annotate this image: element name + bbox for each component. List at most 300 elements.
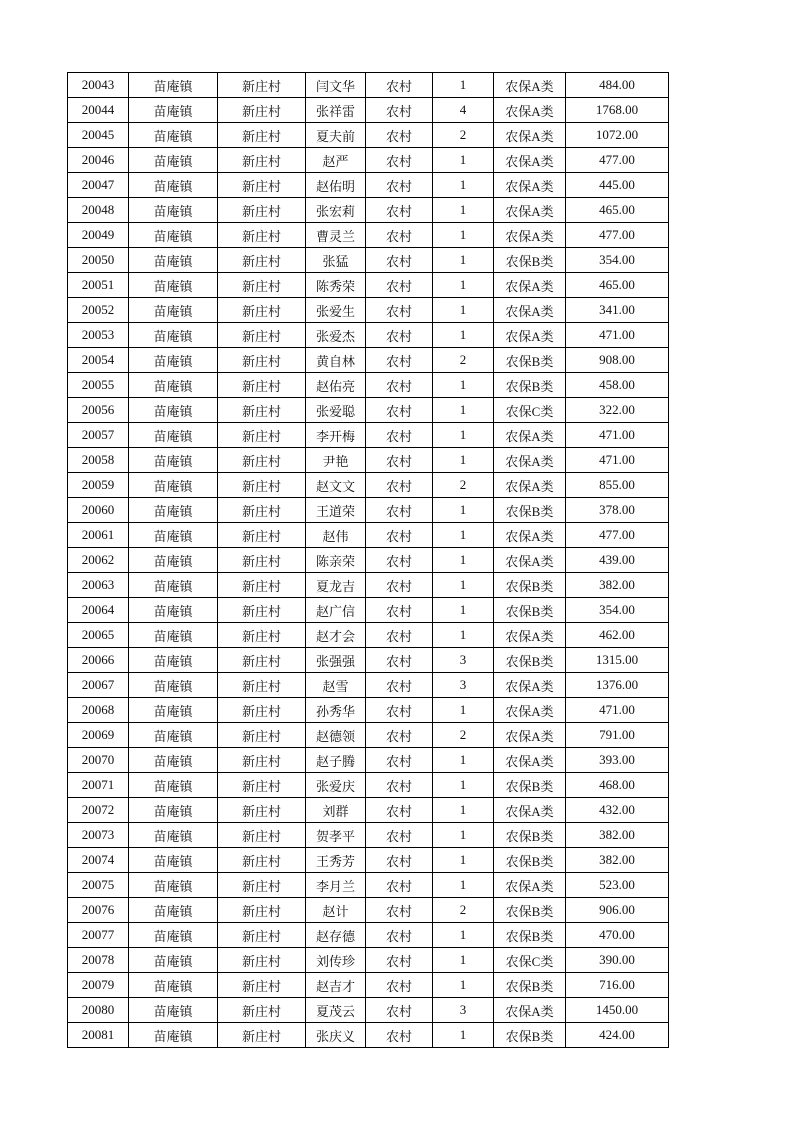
record-id-cell: 20072 — [68, 798, 129, 823]
record-id-cell: 20080 — [68, 998, 129, 1023]
table-row — [68, 98, 669, 123]
amount-cell: 855.00 — [566, 473, 669, 498]
record-id-cell: 20070 — [68, 748, 129, 773]
town-cell: 苗庵镇 — [129, 823, 218, 848]
table-row — [68, 673, 669, 698]
member-count-cell: 1 — [433, 923, 494, 948]
village-cell: 新庄村 — [218, 1023, 306, 1048]
town-cell: 苗庵镇 — [129, 873, 218, 898]
name-cell: 赵存德 — [306, 923, 366, 948]
village-cell: 新庄村 — [218, 498, 306, 523]
table-body — [68, 73, 669, 1048]
table-row — [68, 398, 669, 423]
insurance-category-cell: 农保A类 — [494, 798, 566, 823]
table-row — [68, 998, 669, 1023]
insurance-category-cell: 农保B类 — [494, 848, 566, 873]
household-type-cell: 农村 — [366, 798, 433, 823]
table-row — [68, 73, 669, 98]
member-count-cell: 3 — [433, 673, 494, 698]
record-id-cell: 20064 — [68, 598, 129, 623]
insurance-category-cell: 农保B类 — [494, 1023, 566, 1048]
member-count-cell: 1 — [433, 823, 494, 848]
member-count-cell: 1 — [433, 523, 494, 548]
insurance-category-cell: 农保A类 — [494, 673, 566, 698]
table-row — [68, 223, 669, 248]
table-row — [68, 648, 669, 673]
household-type-cell: 农村 — [366, 923, 433, 948]
record-id-cell: 20057 — [68, 423, 129, 448]
town-cell: 苗庵镇 — [129, 798, 218, 823]
insurance-category-cell: 农保B类 — [494, 973, 566, 998]
town-cell: 苗庵镇 — [129, 623, 218, 648]
village-cell: 新庄村 — [218, 123, 306, 148]
town-cell: 苗庵镇 — [129, 723, 218, 748]
table-row — [68, 823, 669, 848]
record-id-cell: 20061 — [68, 523, 129, 548]
village-cell: 新庄村 — [218, 948, 306, 973]
amount-cell: 382.00 — [566, 848, 669, 873]
table-row — [68, 923, 669, 948]
town-cell: 苗庵镇 — [129, 998, 218, 1023]
household-type-cell: 农村 — [366, 348, 433, 373]
household-type-cell: 农村 — [366, 73, 433, 98]
amount-cell: 1315.00 — [566, 648, 669, 673]
amount-cell: 471.00 — [566, 448, 669, 473]
village-cell: 新庄村 — [218, 573, 306, 598]
village-cell: 新庄村 — [218, 648, 306, 673]
table-row — [68, 473, 669, 498]
record-id-cell: 20053 — [68, 323, 129, 348]
town-cell: 苗庵镇 — [129, 273, 218, 298]
member-count-cell: 3 — [433, 648, 494, 673]
table-row — [68, 723, 669, 748]
household-type-cell: 农村 — [366, 623, 433, 648]
insurance-category-cell: 农保A类 — [494, 148, 566, 173]
amount-cell: 477.00 — [566, 523, 669, 548]
amount-cell: 354.00 — [566, 598, 669, 623]
insurance-category-cell: 农保A类 — [494, 448, 566, 473]
insurance-category-cell: 农保B类 — [494, 648, 566, 673]
table-row — [68, 348, 669, 373]
name-cell: 黄自林 — [306, 348, 366, 373]
member-count-cell: 1 — [433, 1023, 494, 1048]
name-cell: 张爱生 — [306, 298, 366, 323]
town-cell: 苗庵镇 — [129, 98, 218, 123]
amount-cell: 484.00 — [566, 73, 669, 98]
household-type-cell: 农村 — [366, 773, 433, 798]
village-cell: 新庄村 — [218, 873, 306, 898]
town-cell: 苗庵镇 — [129, 173, 218, 198]
name-cell: 赵文文 — [306, 473, 366, 498]
village-cell: 新庄村 — [218, 448, 306, 473]
member-count-cell: 1 — [433, 298, 494, 323]
household-type-cell: 农村 — [366, 198, 433, 223]
town-cell: 苗庵镇 — [129, 473, 218, 498]
name-cell: 赵吉才 — [306, 973, 366, 998]
insurance-category-cell: 农保A类 — [494, 173, 566, 198]
record-id-cell: 20046 — [68, 148, 129, 173]
household-type-cell: 农村 — [366, 573, 433, 598]
town-cell: 苗庵镇 — [129, 348, 218, 373]
amount-cell: 1450.00 — [566, 998, 669, 1023]
village-cell: 新庄村 — [218, 173, 306, 198]
town-cell: 苗庵镇 — [129, 448, 218, 473]
village-cell: 新庄村 — [218, 898, 306, 923]
insurance-category-cell: 农保A类 — [494, 998, 566, 1023]
amount-cell: 471.00 — [566, 323, 669, 348]
name-cell: 孙秀华 — [306, 698, 366, 723]
name-cell: 张祥雷 — [306, 98, 366, 123]
household-type-cell: 农村 — [366, 423, 433, 448]
insurance-category-cell: 农保A类 — [494, 223, 566, 248]
household-type-cell: 农村 — [366, 598, 433, 623]
member-count-cell: 1 — [433, 373, 494, 398]
member-count-cell: 2 — [433, 473, 494, 498]
record-id-cell: 20073 — [68, 823, 129, 848]
member-count-cell: 2 — [433, 123, 494, 148]
insurance-category-cell: 农保B类 — [494, 373, 566, 398]
village-cell: 新庄村 — [218, 773, 306, 798]
member-count-cell: 1 — [433, 623, 494, 648]
amount-cell: 523.00 — [566, 873, 669, 898]
record-id-cell: 20062 — [68, 548, 129, 573]
town-cell: 苗庵镇 — [129, 198, 218, 223]
insurance-category-cell: 农保B类 — [494, 348, 566, 373]
member-count-cell: 1 — [433, 548, 494, 573]
household-type-cell: 农村 — [366, 948, 433, 973]
village-cell: 新庄村 — [218, 723, 306, 748]
village-cell: 新庄村 — [218, 73, 306, 98]
name-cell: 王秀芳 — [306, 848, 366, 873]
name-cell: 刘传珍 — [306, 948, 366, 973]
member-count-cell: 2 — [433, 348, 494, 373]
household-type-cell: 农村 — [366, 898, 433, 923]
record-id-cell: 20050 — [68, 248, 129, 273]
name-cell: 王道荣 — [306, 498, 366, 523]
table-row — [68, 198, 669, 223]
record-id-cell: 20076 — [68, 898, 129, 923]
amount-cell: 462.00 — [566, 623, 669, 648]
insurance-category-cell: 农保A类 — [494, 723, 566, 748]
record-id-cell: 20077 — [68, 923, 129, 948]
record-id-cell: 20066 — [68, 648, 129, 673]
household-type-cell: 农村 — [366, 823, 433, 848]
town-cell: 苗庵镇 — [129, 598, 218, 623]
name-cell: 夏茂云 — [306, 998, 366, 1023]
record-id-cell: 20045 — [68, 123, 129, 148]
member-count-cell: 1 — [433, 223, 494, 248]
insurance-category-cell: 农保A类 — [494, 473, 566, 498]
village-cell: 新庄村 — [218, 748, 306, 773]
amount-cell: 424.00 — [566, 1023, 669, 1048]
town-cell: 苗庵镇 — [129, 123, 218, 148]
household-type-cell: 农村 — [366, 373, 433, 398]
table-row — [68, 948, 669, 973]
name-cell: 赵德领 — [306, 723, 366, 748]
amount-cell: 791.00 — [566, 723, 669, 748]
village-cell: 新庄村 — [218, 323, 306, 348]
name-cell: 曹灵兰 — [306, 223, 366, 248]
record-id-cell: 20047 — [68, 173, 129, 198]
amount-cell: 471.00 — [566, 423, 669, 448]
household-type-cell: 农村 — [366, 398, 433, 423]
village-cell: 新庄村 — [218, 623, 306, 648]
town-cell: 苗庵镇 — [129, 573, 218, 598]
table-row — [68, 623, 669, 648]
amount-cell: 439.00 — [566, 548, 669, 573]
record-id-cell: 20079 — [68, 973, 129, 998]
member-count-cell: 1 — [433, 73, 494, 98]
insurance-category-cell: 农保B类 — [494, 248, 566, 273]
table-row — [68, 1023, 669, 1048]
amount-cell: 477.00 — [566, 223, 669, 248]
town-cell: 苗庵镇 — [129, 298, 218, 323]
record-id-cell: 20051 — [68, 273, 129, 298]
member-count-cell: 1 — [433, 398, 494, 423]
household-type-cell: 农村 — [366, 498, 433, 523]
name-cell: 赵广信 — [306, 598, 366, 623]
town-cell: 苗庵镇 — [129, 148, 218, 173]
insurance-category-cell: 农保A类 — [494, 123, 566, 148]
member-count-cell: 3 — [433, 998, 494, 1023]
town-cell: 苗庵镇 — [129, 848, 218, 873]
amount-cell: 468.00 — [566, 773, 669, 798]
village-cell: 新庄村 — [218, 548, 306, 573]
insurance-category-cell: 农保A类 — [494, 548, 566, 573]
name-cell: 张宏莉 — [306, 198, 366, 223]
amount-cell: 477.00 — [566, 148, 669, 173]
table-row — [68, 598, 669, 623]
household-type-cell: 农村 — [366, 1023, 433, 1048]
table-row — [68, 698, 669, 723]
village-cell: 新庄村 — [218, 273, 306, 298]
record-id-cell: 20081 — [68, 1023, 129, 1048]
member-count-cell: 1 — [433, 848, 494, 873]
name-cell: 陈亲荣 — [306, 548, 366, 573]
village-cell: 新庄村 — [218, 348, 306, 373]
record-id-cell: 20067 — [68, 673, 129, 698]
table-row — [68, 173, 669, 198]
amount-cell: 445.00 — [566, 173, 669, 198]
village-cell: 新庄村 — [218, 998, 306, 1023]
household-type-cell: 农村 — [366, 123, 433, 148]
insurance-records-table — [67, 72, 669, 1048]
member-count-cell: 1 — [433, 873, 494, 898]
household-type-cell: 农村 — [366, 98, 433, 123]
town-cell: 苗庵镇 — [129, 698, 218, 723]
amount-cell: 465.00 — [566, 273, 669, 298]
name-cell: 赵计 — [306, 898, 366, 923]
village-cell: 新庄村 — [218, 473, 306, 498]
household-type-cell: 农村 — [366, 998, 433, 1023]
name-cell: 赵伟 — [306, 523, 366, 548]
insurance-category-cell: 农保A类 — [494, 748, 566, 773]
name-cell: 刘群 — [306, 798, 366, 823]
town-cell: 苗庵镇 — [129, 898, 218, 923]
insurance-category-cell: 农保C类 — [494, 948, 566, 973]
member-count-cell: 1 — [433, 773, 494, 798]
table-row — [68, 873, 669, 898]
household-type-cell: 农村 — [366, 448, 433, 473]
amount-cell: 341.00 — [566, 298, 669, 323]
amount-cell: 393.00 — [566, 748, 669, 773]
table-row — [68, 248, 669, 273]
member-count-cell: 1 — [433, 798, 494, 823]
household-type-cell: 农村 — [366, 173, 433, 198]
table-row — [68, 548, 669, 573]
amount-cell: 322.00 — [566, 398, 669, 423]
table-row — [68, 523, 669, 548]
village-cell: 新庄村 — [218, 198, 306, 223]
insurance-category-cell: 农保A类 — [494, 423, 566, 448]
member-count-cell: 1 — [433, 973, 494, 998]
table-row — [68, 973, 669, 998]
household-type-cell: 农村 — [366, 548, 433, 573]
amount-cell: 908.00 — [566, 348, 669, 373]
household-type-cell: 农村 — [366, 748, 433, 773]
record-id-cell: 20044 — [68, 98, 129, 123]
name-cell: 张爱聪 — [306, 398, 366, 423]
household-type-cell: 农村 — [366, 648, 433, 673]
amount-cell: 378.00 — [566, 498, 669, 523]
village-cell: 新庄村 — [218, 423, 306, 448]
town-cell: 苗庵镇 — [129, 648, 218, 673]
record-id-cell: 20054 — [68, 348, 129, 373]
name-cell: 李月兰 — [306, 873, 366, 898]
insurance-category-cell: 农保A类 — [494, 273, 566, 298]
village-cell: 新庄村 — [218, 398, 306, 423]
town-cell: 苗庵镇 — [129, 373, 218, 398]
table-row — [68, 898, 669, 923]
record-id-cell: 20043 — [68, 73, 129, 98]
member-count-cell: 2 — [433, 898, 494, 923]
record-id-cell: 20065 — [68, 623, 129, 648]
village-cell: 新庄村 — [218, 673, 306, 698]
name-cell: 赵子腾 — [306, 748, 366, 773]
town-cell: 苗庵镇 — [129, 398, 218, 423]
insurance-category-cell: 农保A类 — [494, 198, 566, 223]
insurance-category-cell: 农保B类 — [494, 598, 566, 623]
record-id-cell: 20059 — [68, 473, 129, 498]
village-cell: 新庄村 — [218, 848, 306, 873]
table-row — [68, 573, 669, 598]
insurance-category-cell: 农保A类 — [494, 323, 566, 348]
amount-cell: 1768.00 — [566, 98, 669, 123]
household-type-cell: 农村 — [366, 298, 433, 323]
record-id-cell: 20058 — [68, 448, 129, 473]
town-cell: 苗庵镇 — [129, 748, 218, 773]
household-type-cell: 农村 — [366, 248, 433, 273]
village-cell: 新庄村 — [218, 523, 306, 548]
amount-cell: 465.00 — [566, 198, 669, 223]
household-type-cell: 农村 — [366, 148, 433, 173]
insurance-category-cell: 农保B类 — [494, 923, 566, 948]
amount-cell: 390.00 — [566, 948, 669, 973]
household-type-cell: 农村 — [366, 223, 433, 248]
amount-cell: 1072.00 — [566, 123, 669, 148]
record-id-cell: 20052 — [68, 298, 129, 323]
village-cell: 新庄村 — [218, 798, 306, 823]
village-cell: 新庄村 — [218, 973, 306, 998]
town-cell: 苗庵镇 — [129, 948, 218, 973]
town-cell: 苗庵镇 — [129, 548, 218, 573]
village-cell: 新庄村 — [218, 823, 306, 848]
village-cell: 新庄村 — [218, 223, 306, 248]
record-id-cell: 20055 — [68, 373, 129, 398]
insurance-category-cell: 农保C类 — [494, 398, 566, 423]
record-id-cell: 20060 — [68, 498, 129, 523]
town-cell: 苗庵镇 — [129, 923, 218, 948]
record-id-cell: 20078 — [68, 948, 129, 973]
town-cell: 苗庵镇 — [129, 423, 218, 448]
village-cell: 新庄村 — [218, 923, 306, 948]
insurance-category-cell: 农保A类 — [494, 873, 566, 898]
town-cell: 苗庵镇 — [129, 1023, 218, 1048]
member-count-cell: 1 — [433, 173, 494, 198]
name-cell: 赵雪 — [306, 673, 366, 698]
insurance-category-cell: 农保B类 — [494, 898, 566, 923]
member-count-cell: 1 — [433, 198, 494, 223]
table-row — [68, 773, 669, 798]
amount-cell: 458.00 — [566, 373, 669, 398]
insurance-category-cell: 农保B类 — [494, 823, 566, 848]
name-cell: 张猛 — [306, 248, 366, 273]
amount-cell: 1376.00 — [566, 673, 669, 698]
insurance-category-cell: 农保A类 — [494, 73, 566, 98]
table-row — [68, 273, 669, 298]
village-cell: 新庄村 — [218, 373, 306, 398]
town-cell: 苗庵镇 — [129, 773, 218, 798]
member-count-cell: 1 — [433, 248, 494, 273]
record-id-cell: 20075 — [68, 873, 129, 898]
member-count-cell: 1 — [433, 148, 494, 173]
member-count-cell: 1 — [433, 698, 494, 723]
household-type-cell: 农村 — [366, 873, 433, 898]
insurance-category-cell: 农保A类 — [494, 623, 566, 648]
household-type-cell: 农村 — [366, 473, 433, 498]
record-id-cell: 20049 — [68, 223, 129, 248]
village-cell: 新庄村 — [218, 98, 306, 123]
household-type-cell: 农村 — [366, 848, 433, 873]
name-cell: 赵佑明 — [306, 173, 366, 198]
amount-cell: 470.00 — [566, 923, 669, 948]
record-id-cell: 20069 — [68, 723, 129, 748]
member-count-cell: 1 — [433, 423, 494, 448]
household-type-cell: 农村 — [366, 273, 433, 298]
table-row — [68, 373, 669, 398]
name-cell: 闫文华 — [306, 73, 366, 98]
member-count-cell: 1 — [433, 323, 494, 348]
town-cell: 苗庵镇 — [129, 523, 218, 548]
town-cell: 苗庵镇 — [129, 223, 218, 248]
name-cell: 夏夫前 — [306, 123, 366, 148]
table-row — [68, 148, 669, 173]
table-row — [68, 748, 669, 773]
name-cell: 贺孝平 — [306, 823, 366, 848]
record-id-cell: 20056 — [68, 398, 129, 423]
name-cell: 张强强 — [306, 648, 366, 673]
amount-cell: 354.00 — [566, 248, 669, 273]
name-cell: 尹艳 — [306, 448, 366, 473]
name-cell: 陈秀荣 — [306, 273, 366, 298]
member-count-cell: 1 — [433, 948, 494, 973]
household-type-cell: 农村 — [366, 973, 433, 998]
household-type-cell: 农村 — [366, 323, 433, 348]
amount-cell: 716.00 — [566, 973, 669, 998]
member-count-cell: 2 — [433, 723, 494, 748]
amount-cell: 906.00 — [566, 898, 669, 923]
village-cell: 新庄村 — [218, 148, 306, 173]
